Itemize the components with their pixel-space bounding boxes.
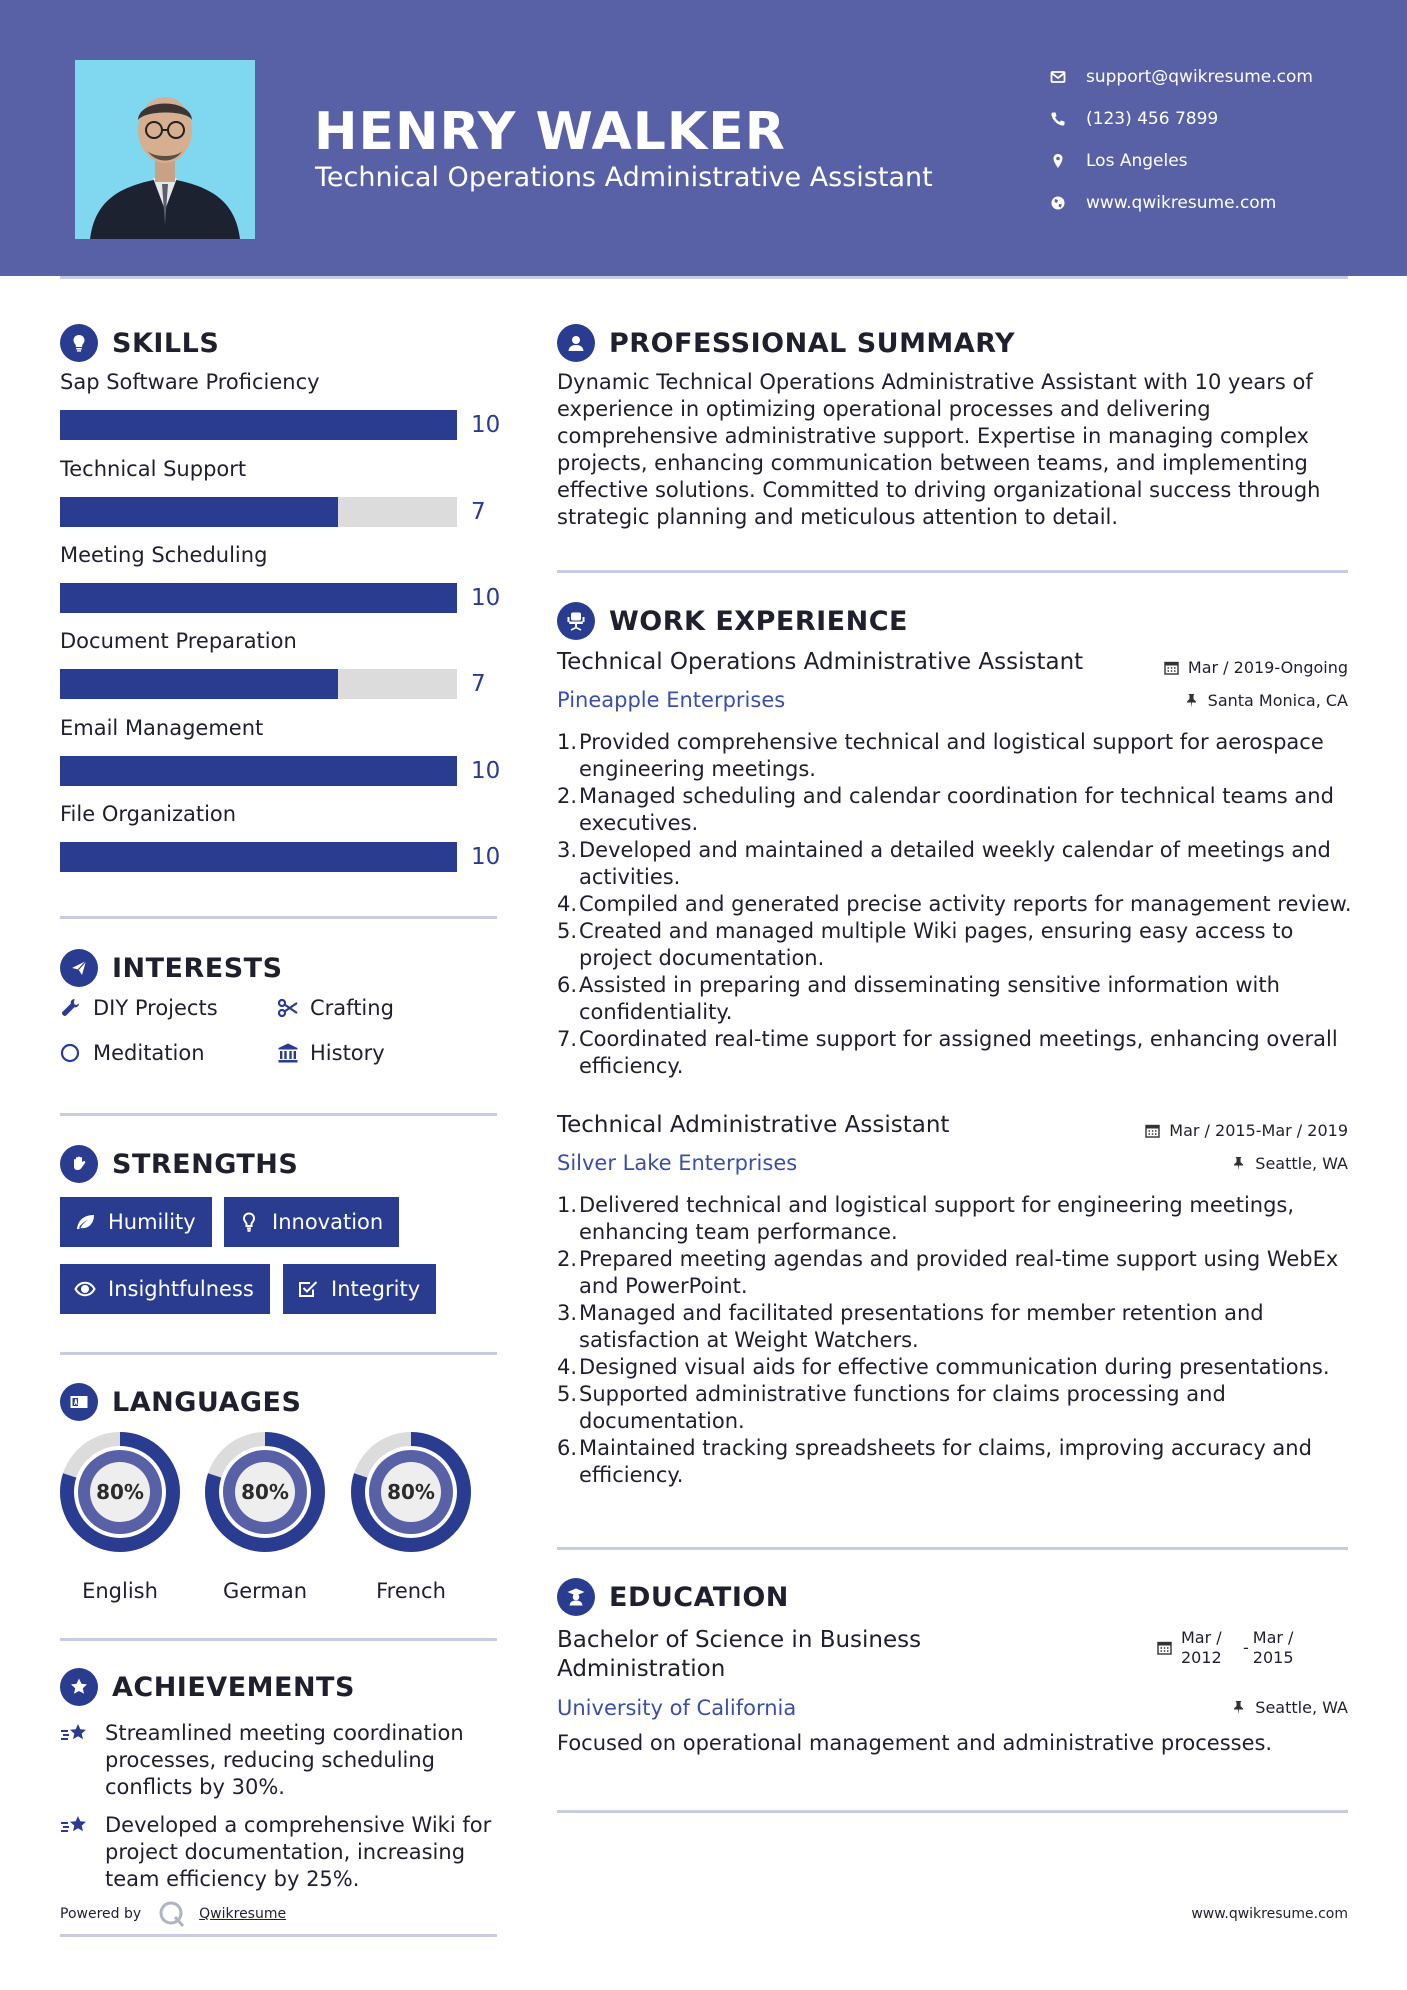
job-bullet: 1. Provided comprehensive technical and logistical support for aerospace engineering meetings. — [557, 730, 1324, 781]
language-item — [59, 1431, 181, 1603]
skill-label: File Organization — [60, 802, 237, 826]
language-percent: 80% — [96, 1480, 144, 1504]
contact-phone[interactable] — [1050, 98, 1313, 140]
footer-website[interactable]: www.qwikresume.com — [1191, 1906, 1348, 1922]
skill-bar — [60, 583, 457, 613]
calendar-icon — [1157, 1640, 1172, 1655]
powered-by: Powered by Qwikresume — [60, 1899, 286, 1929]
interest-item: History — [277, 1041, 385, 1065]
eye-icon — [74, 1278, 96, 1300]
interest-item: Meditation — [60, 1041, 205, 1065]
skill-bar-fill — [60, 669, 338, 699]
skill-label: Technical Support — [60, 457, 247, 481]
skill-value: 10 — [471, 758, 501, 784]
divider — [557, 570, 1348, 573]
skill-bar — [60, 410, 457, 440]
edu-end: Mar / 2015 — [1252, 1628, 1294, 1667]
calendar-icon — [1145, 1123, 1160, 1138]
job-location: Seattle, WA — [1231, 1154, 1348, 1173]
strength-badge: Integrity — [283, 1264, 436, 1314]
contact-list — [1050, 56, 1313, 224]
job-bullet: 5. Supported administrative functions for claims processing and documentation. — [557, 1382, 1226, 1433]
skill-value: 10 — [471, 412, 501, 438]
calendar-icon — [1164, 660, 1179, 675]
company-name: Silver Lake Enterprises — [557, 1151, 798, 1175]
language-name: English — [82, 1579, 158, 1603]
job-title: Technical Administrative Assistant — [557, 1112, 950, 1138]
achievements-heading: ACHIEVEMENTS — [60, 1668, 355, 1706]
job-bullet: 7. Coordinated real-time support for assigned meetings, enhancing overall efficiency. — [557, 1027, 1338, 1078]
location-text: Los Angeles — [1086, 151, 1188, 171]
skill-item — [60, 802, 501, 870]
job-dates: Mar / 2019-Ongoing — [1164, 658, 1348, 677]
job-bullet: 2. Prepared meeting agendas and provided real-time support using WebEx and PowerPoint. — [557, 1247, 1339, 1298]
divider — [60, 1638, 497, 1641]
strength-badge: Insightfulness — [60, 1264, 270, 1314]
qwikresume-link[interactable]: Qwikresume — [199, 1906, 287, 1922]
skill-item — [60, 716, 501, 784]
experience-heading: WORK EXPERIENCE — [557, 602, 908, 640]
website-text: www.qwikresume.com — [1086, 193, 1277, 213]
languages-heading: LANGUAGES — [60, 1383, 301, 1421]
lightbulb-icon — [238, 1211, 260, 1233]
qwikresume-logo-icon — [157, 1899, 187, 1929]
job-bullet: 6. Maintained tracking spreadsheets for claims, improving accuracy and efficiency. — [557, 1436, 1312, 1487]
skill-item — [60, 543, 501, 611]
skill-item — [60, 457, 500, 525]
skill-value: 10 — [471, 844, 501, 870]
pushpin-icon — [1231, 1700, 1246, 1715]
skill-item — [60, 370, 501, 438]
job-bullet: 3. Developed and maintained a detailed weekly calendar of meetings and activities. — [557, 838, 1331, 889]
degree-title: Bachelor of Science in Business Administration — [557, 1627, 922, 1682]
candidate-name: HENRY WALKER — [314, 102, 786, 162]
job-bullets — [557, 1192, 1357, 1489]
job-bullet: 1. Delivered technical and logistical support for engineering meetings, enhancing team performance. — [557, 1193, 1295, 1244]
skill-value: 7 — [471, 671, 486, 697]
summary-heading: PROFESSIONAL SUMMARY — [557, 324, 1015, 362]
header-divider — [60, 276, 1348, 279]
job-bullet: 6. Assisted in preparing and disseminating sensitive information with confidentiality. — [557, 973, 1280, 1024]
interest-item: Crafting — [277, 996, 394, 1020]
map-pin-icon — [1050, 153, 1086, 169]
skills-heading: SKILLS — [60, 324, 219, 362]
school-name: University of California — [557, 1696, 797, 1720]
interests-heading: INTERESTS — [60, 949, 283, 987]
check-square-icon — [297, 1278, 319, 1300]
edu-start: Mar / 2012 — [1181, 1628, 1222, 1667]
scissors-icon — [277, 997, 310, 1019]
skill-bar-fill — [60, 410, 457, 440]
resume-header — [0, 0, 1407, 276]
skill-label: Meeting Scheduling — [60, 543, 268, 567]
skill-bar-fill — [60, 842, 457, 872]
lightbulb-icon — [60, 324, 98, 362]
skill-label: Sap Software Proficiency — [60, 370, 320, 394]
skill-bar — [60, 669, 457, 699]
skill-label: Document Preparation — [60, 629, 297, 653]
language-ring — [59, 1431, 181, 1553]
bank-icon — [277, 1042, 310, 1064]
envelope-icon — [1050, 69, 1086, 85]
education-heading: EDUCATION — [557, 1578, 789, 1616]
skill-bar-fill — [60, 497, 338, 527]
paper-plane-icon — [60, 949, 98, 987]
skill-item — [60, 629, 500, 697]
skill-bar-fill — [60, 583, 457, 613]
job-bullet: 4. Compiled and generated precise activity reports for management review. — [557, 892, 1352, 916]
summary-text: Dynamic Technical Operations Administrative Assistant with 10 years of experience in optimizing operational processes and delivering comprehensive administrative support. Expertise in managing complex projects, enhancing communication between teams, and implementing effective solutions. Committed to driving organizational success through strategic planning and meticulous attention to detail. — [557, 370, 1321, 529]
skill-value: 10 — [471, 585, 501, 611]
contact-location — [1050, 140, 1313, 182]
language-ring — [204, 1431, 326, 1553]
job-bullet: 2. Managed scheduling and calendar coordination for technical teams and executives. — [557, 784, 1334, 835]
skill-bar — [60, 842, 457, 872]
job-bullet: 5. Created and managed multiple Wiki pages, ensuring easy access to project documentation. — [557, 919, 1294, 970]
divider — [60, 1934, 497, 1937]
education-dates: Mar / 2012 - Mar / 2015 — [1157, 1628, 1307, 1668]
education-description: Focused on operational management and administrative processes. — [557, 1731, 1273, 1755]
interest-item: DIY Projects — [60, 996, 218, 1020]
language-name: French — [376, 1579, 446, 1603]
strength-badge: Innovation — [224, 1197, 399, 1247]
email-text: support@qwikresume.com — [1086, 67, 1313, 87]
wrench-icon — [60, 997, 93, 1019]
candidate-title: Technical Operations Administrative Assistant — [315, 162, 933, 193]
job-dates: Mar / 2015-Mar / 2019 — [1145, 1121, 1348, 1140]
pushpin-icon — [1231, 1156, 1246, 1171]
job-bullet: 4. Designed visual aids for effective communication during presentations. — [557, 1355, 1330, 1379]
chair-icon — [557, 602, 595, 640]
divider — [60, 1352, 497, 1355]
skill-bar — [60, 497, 457, 527]
phone-icon — [1050, 111, 1086, 127]
language-item — [204, 1431, 326, 1603]
language-percent: 80% — [387, 1480, 435, 1504]
shooting-star-icon — [60, 1812, 105, 1893]
star-badge-icon — [60, 1668, 98, 1706]
achievement-item: Developed a comprehensive Wiki for project documentation, increasing team efficiency by 25%. — [60, 1812, 500, 1893]
circle-icon — [60, 1042, 93, 1064]
language-percent: 80% — [241, 1480, 289, 1504]
education-location: Seattle, WA — [1231, 1698, 1348, 1717]
divider — [557, 1810, 1348, 1813]
job-bullets — [557, 729, 1357, 1080]
globe-icon — [1050, 195, 1086, 211]
profile-photo — [75, 60, 255, 239]
language-icon — [60, 1383, 98, 1421]
language-ring — [350, 1431, 472, 1553]
job-title: Technical Operations Administrative Assistant — [557, 649, 1084, 675]
contact-website[interactable] — [1050, 182, 1313, 224]
achievement-item: Streamlined meeting coordination processes, reducing scheduling conflicts by 30%. — [60, 1720, 500, 1801]
shooting-star-icon — [60, 1720, 105, 1801]
job-bullet: 3. Managed and facilitated presentations for member retention and satisfaction at Weight Watchers. — [557, 1301, 1264, 1352]
graduate-icon — [557, 1578, 595, 1616]
divider — [60, 1113, 497, 1116]
skill-value: 7 — [471, 499, 486, 525]
leaf-icon — [74, 1211, 96, 1233]
strengths-heading: STRENGTHS — [60, 1145, 298, 1183]
divider — [557, 1547, 1348, 1550]
strength-badge: Humility — [60, 1197, 212, 1247]
language-item — [350, 1431, 472, 1603]
skill-bar — [60, 756, 457, 786]
user-icon — [557, 324, 595, 362]
pushpin-icon — [1184, 693, 1199, 708]
company-name: Pineapple Enterprises — [557, 688, 786, 712]
language-name: German — [222, 1579, 308, 1603]
fist-icon — [60, 1145, 98, 1183]
divider — [60, 916, 497, 919]
skill-label: Email Management — [60, 716, 264, 740]
phone-text: (123) 456 7899 — [1086, 109, 1219, 129]
contact-email[interactable] — [1050, 56, 1313, 98]
skill-bar-fill — [60, 756, 457, 786]
job-location: Santa Monica, CA — [1184, 691, 1348, 710]
